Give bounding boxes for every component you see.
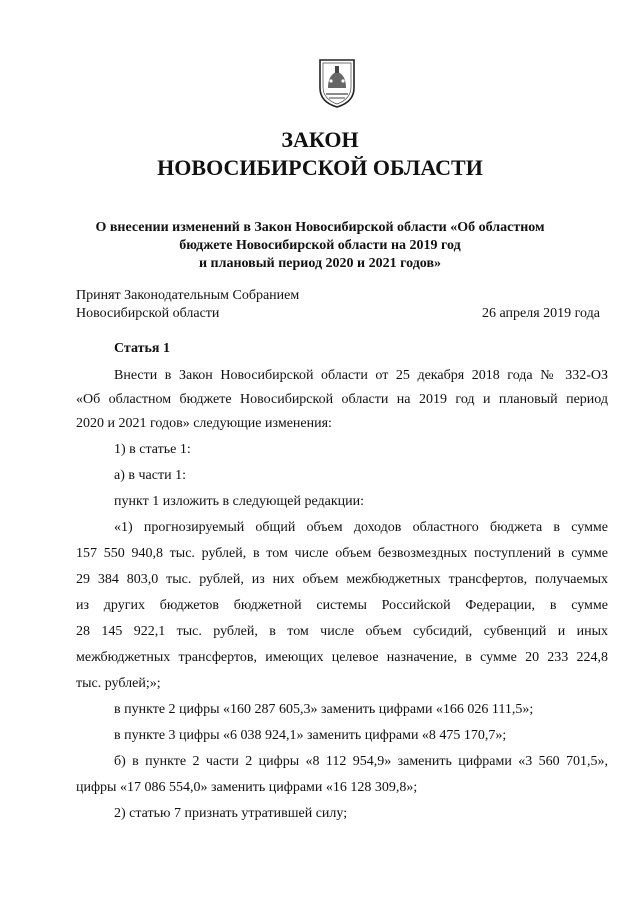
article-line: а) в части 1: [114,468,186,483]
article-line: 157 550 940,8 тыс. рублей, в том числе объем безвозмездных поступлений в сумме [76,546,608,561]
article-line: из других бюджетов бюджетной системы Российской Федерации, в сумме [76,598,608,613]
article-line: «1) прогнозируемый общий объем доходов областного бюджета в сумме [114,520,608,535]
coat-of-arms-emblem [316,58,358,108]
adopted-by-region: Новосибирской области [76,306,220,321]
article-line: 2) статью 7 признать утратившей силу; [114,806,348,821]
law-subtitle-line: бюджете Новосибирской области на 2019 год [179,238,461,253]
article-line: в пункте 2 цифры «160 287 605,3» заменить цифрами «166 026 111,5»; [114,702,534,717]
adopted-by-line: Принят Законодательным Собранием [76,288,300,303]
article-line: 1) в статье 1: [114,442,191,457]
article-line: пункт 1 изложить в следующей редакции: [114,494,364,509]
adoption-date: 26 апреля 2019 года [482,306,600,321]
article-line: 28 145 922,1 тыс. рублей, в том числе объем субсидий, субвенций и иных [76,624,608,639]
article-line: тыс. рублей;»; [76,676,161,691]
law-subtitle-line: и плановый период 2020 и 2021 годов» [198,256,442,271]
region-title: НОВОСИБИРСКОЙ ОБЛАСТИ [157,155,483,180]
article-line: в пункте 3 цифры «6 038 924,1» заменить цифрами «8 475 170,7»; [114,728,507,743]
law-subtitle-line: О внесении изменений в Закон Новосибирской области «Об областном [95,220,545,235]
article-heading: Статья 1 [114,341,170,356]
article-line: б) в пункте 2 части 2 цифры «8 112 954,9» заменить цифрами «3 560 701,5», [114,754,608,769]
law-title: ЗАКОН [281,127,359,152]
article-line: 2020 и 2021 годов» следующие изменения: [76,416,332,431]
article-line: «Об областном бюджете Новосибирской области на 2019 год и плановый период [76,392,608,407]
article-line: межбюджетных трансфертов, имеющих целевое назначение, в сумме 20 233 224,8 [76,650,608,665]
article-line: 29 384 803,0 тыс. рублей, из них объем межбюджетных трансфертов, получаемых [76,572,608,587]
article-line: Внести в Закон Новосибирской области от 25 декабря 2018 года № 332-ОЗ [114,368,608,383]
article-line: цифры «17 086 554,0» заменить цифрами «16 128 309,8»; [76,780,418,795]
